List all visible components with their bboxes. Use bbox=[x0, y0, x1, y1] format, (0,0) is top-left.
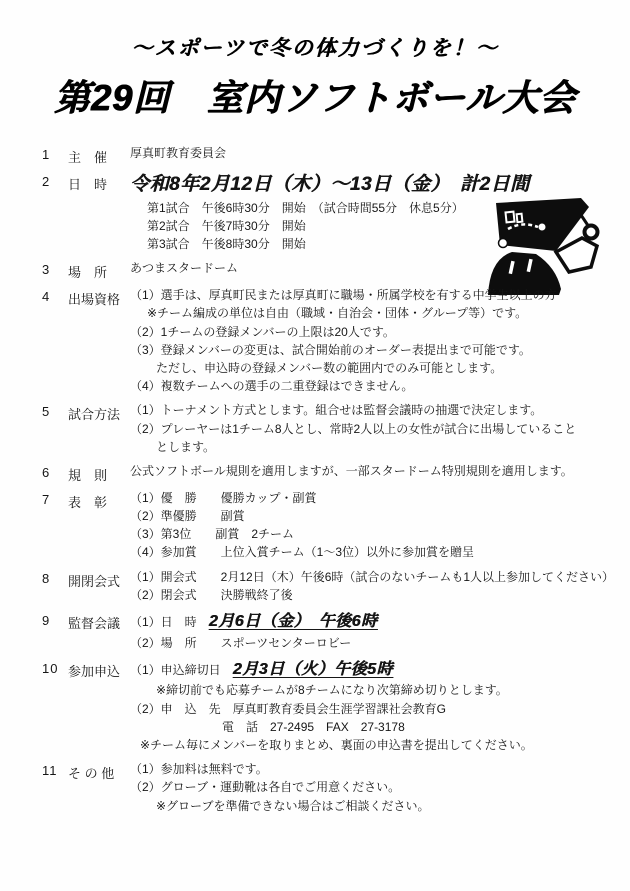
doc-line bbox=[130, 737, 628, 753]
section-content bbox=[130, 287, 628, 396]
text-segment: （2）準優勝 副賞 bbox=[130, 509, 245, 524]
text-segment: （2）グローブ・運動靴は各自でご用意ください。 bbox=[130, 780, 401, 795]
section-6 bbox=[42, 463, 628, 484]
section-heading: 参加申込 bbox=[68, 663, 121, 679]
section-2 bbox=[42, 172, 628, 254]
doc-line bbox=[130, 439, 628, 455]
section-content bbox=[130, 761, 628, 816]
section-number: 3 bbox=[42, 262, 51, 278]
section-number: 7 bbox=[42, 491, 51, 507]
section-7 bbox=[42, 490, 628, 563]
text-segment: （1）参加料は無料です。 bbox=[130, 762, 268, 777]
text-segment: 厚真町教育委員会 bbox=[130, 146, 227, 160]
doc-line bbox=[130, 342, 628, 358]
doc-line bbox=[130, 360, 628, 376]
section-number: 6 bbox=[42, 464, 51, 480]
section-content bbox=[130, 490, 628, 563]
section-number: 8 bbox=[42, 570, 51, 586]
text-segment: 令和8年2月12日（木）～13日（金） 計2日間 bbox=[130, 174, 530, 195]
text-segment: （2）申 込 先 厚真町教育委員会生涯学習課社会教育G bbox=[130, 701, 447, 716]
section-heading: 試合方法 bbox=[68, 407, 121, 423]
doc-line bbox=[130, 701, 628, 717]
doc-line bbox=[130, 260, 628, 276]
doc-line bbox=[130, 490, 628, 506]
doc-line bbox=[130, 779, 628, 795]
section-content bbox=[130, 659, 628, 755]
section-11 bbox=[42, 761, 628, 816]
doc-line bbox=[130, 463, 628, 479]
text-segment: ※チーム毎にメンバーを取りまとめ、裏面の申込書を提出してください。 bbox=[140, 737, 533, 752]
text-segment: ※グローブを準備できない場合はご相談ください。 bbox=[156, 798, 430, 813]
text-segment: （2）プレーヤーは1チーム8人とし、常時2人以上の女性が試合に出場していること bbox=[130, 421, 577, 436]
text-segment: 電 話 27-2495 FAX 27-3178 bbox=[222, 719, 405, 734]
doc-line bbox=[130, 526, 628, 542]
doc-line bbox=[130, 611, 628, 633]
doc-line bbox=[130, 287, 628, 303]
section-heading: そ の 他 bbox=[68, 766, 115, 782]
text-segment: （3）登録メンバーの変更は、試合開始前のオーダー表提出まで可能です。 bbox=[130, 342, 531, 357]
text-segment: （1）優 勝 優勝カップ・副賞 bbox=[130, 490, 317, 505]
section-number: 4 bbox=[42, 289, 51, 305]
text-segment: （1）選手は、厚真町民または厚真町に職場・所属学校を有する中学生以上の方 bbox=[130, 288, 557, 303]
section-number: 1 bbox=[42, 147, 51, 162]
text-segment: （4）複数チームへの選手の二重登録はできません。 bbox=[130, 379, 414, 394]
section-heading: 監督会議 bbox=[68, 616, 121, 632]
section-content bbox=[130, 172, 628, 254]
text-segment: （2）閉会式 決勝戦終了後 bbox=[130, 587, 293, 602]
doc-line bbox=[130, 569, 628, 585]
doc-line bbox=[130, 305, 628, 321]
section-content bbox=[130, 402, 628, 457]
text-segment: ただし、申込時の登録メンバー数の範囲内でのみ可能とします。 bbox=[156, 360, 503, 375]
section-3 bbox=[42, 260, 628, 281]
section-heading: 出場資格 bbox=[68, 292, 121, 308]
text-segment: とします。 bbox=[156, 439, 216, 454]
doc-line bbox=[130, 719, 628, 735]
doc-line bbox=[130, 402, 628, 418]
flyer-subtitle: ～スポーツで冬の体力づくりを！～ bbox=[131, 37, 499, 60]
section-number: 5 bbox=[42, 404, 51, 420]
text-segment: あつまスタードーム bbox=[130, 261, 239, 276]
section-heading: 表 彰 bbox=[68, 494, 108, 510]
text-segment: （1）トーナメント方式とします。組合せは監督会議時の抽選で決定します。 bbox=[130, 403, 543, 418]
section-heading: 日 時 bbox=[68, 177, 108, 192]
flyer-header bbox=[0, 0, 630, 121]
highlighted-date: 2月6日（金） 午後6時 bbox=[208, 613, 378, 631]
section-content bbox=[130, 569, 628, 605]
text-segment: ※締切前でも応募チームが8チームになり次第締め切りとします。 bbox=[156, 683, 508, 698]
doc-line bbox=[130, 172, 628, 198]
section-heading: 場 所 bbox=[68, 265, 108, 281]
doc-line bbox=[130, 236, 628, 252]
text-segment: （2）場 所 スポーツセンターロビー bbox=[130, 635, 352, 650]
section-5 bbox=[42, 402, 628, 457]
text-segment: （3）第3位 副賞 2チーム bbox=[130, 527, 295, 542]
doc-line bbox=[130, 659, 628, 681]
doc-line bbox=[130, 635, 628, 651]
section-content bbox=[130, 463, 628, 481]
doc-line bbox=[130, 324, 628, 340]
text-segment: （2）1チームの登録メンバーの上限は20人です。 bbox=[130, 324, 395, 339]
doc-line bbox=[130, 145, 628, 161]
doc-line bbox=[130, 682, 628, 698]
section-number: 10 bbox=[42, 660, 59, 676]
section-number: 11 bbox=[42, 763, 58, 779]
section-content bbox=[130, 145, 628, 163]
section-heading: 主 催 bbox=[68, 150, 108, 165]
section-4 bbox=[42, 287, 628, 396]
text-segment: 公式ソフトボール規則を適用しますが、一部スタードーム特別規則を適用します。 bbox=[130, 463, 573, 478]
doc-line bbox=[130, 544, 628, 560]
doc-line bbox=[130, 421, 628, 437]
doc-line bbox=[130, 200, 628, 216]
doc-line bbox=[130, 378, 628, 394]
text-segment: 第2試合 午後7時30分 開始 bbox=[147, 218, 306, 233]
section-content bbox=[130, 611, 628, 653]
section-9 bbox=[42, 611, 628, 653]
section-number: 2 bbox=[42, 174, 51, 189]
text-segment: （1）開会式 2月12日（木）午後6時（試合のないチームも1人以上参加してください） bbox=[130, 569, 615, 584]
section-content bbox=[130, 260, 628, 278]
text-segment: （1）申込締切日 bbox=[130, 662, 233, 677]
highlighted-date: 2月3日（火）午後5時 bbox=[232, 660, 393, 678]
text-segment: ※チーム編成の単位は自由（職域・自治会・団体・グループ等）です。 bbox=[147, 306, 528, 321]
doc-line bbox=[130, 218, 628, 234]
section-8 bbox=[42, 569, 628, 605]
text-segment: 第3試合 午後8時30分 開始 bbox=[147, 237, 306, 252]
doc-line bbox=[130, 508, 628, 524]
flyer-title: 第29回 室内ソフトボール大会 bbox=[53, 77, 577, 118]
text-segment: 第1試合 午後6時30分 開始 （試合時間55分 休息5分） bbox=[147, 200, 464, 215]
section-heading: 規 則 bbox=[68, 467, 108, 483]
sections-list bbox=[0, 125, 630, 816]
text-segment: （4）参加賞 上位入賞チーム（1～3位）以外に参加賞を贈呈 bbox=[130, 545, 475, 560]
text-segment: （1）日 時 bbox=[130, 615, 209, 630]
section-10 bbox=[42, 659, 628, 755]
section-number: 9 bbox=[42, 613, 51, 629]
doc-line bbox=[130, 798, 628, 814]
section-1 bbox=[42, 145, 628, 166]
section-heading: 開閉会式 bbox=[68, 573, 121, 589]
doc-line bbox=[130, 587, 628, 603]
doc-line bbox=[130, 761, 628, 777]
